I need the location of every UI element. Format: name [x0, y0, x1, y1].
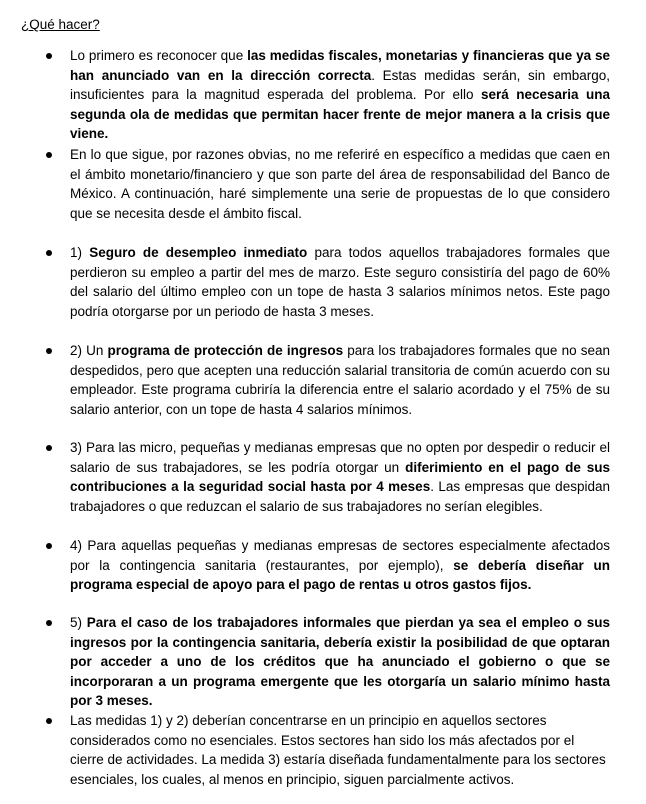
- text-run: . Las empresas que despidan trabajadores o que reduzcan el salario de sus trabajadores no serían elegibles.: [70, 479, 610, 514]
- text-run: para todos aquellos trabajadores formales que perdieron su empleo a partir del mes de marzo. Este seguro consistiría del pago de 60% del salario del último empleo con un tope de hasta 3 salarios mínimos netos. Este pago podría otorgarse por un periodo de hasta 3 meses.: [70, 245, 610, 319]
- bullet-icon: [46, 445, 52, 451]
- bold-text-run: las medidas fiscales, monetarias y financieras que ya se han anunciado van en la dirección correcta: [70, 48, 611, 83]
- bullet-icon: [46, 543, 52, 549]
- bullet-text: [70, 46, 610, 144]
- text-run: 2) Un: [70, 343, 108, 358]
- bold-text-run: diferimiento en el pago de sus contribuciones a la seguridad social hasta por 4 meses: [70, 459, 610, 495]
- bullet-text: [70, 613, 610, 711]
- bold-text-run: Para el caso de los trabajadores informales que pierdan ya sea el empleo o sus ingresos por la contingencia sanitaria, debería existir la posibilidad de que optaran por acceder a uno de los créditos que ha anunciado el gobierno o que se incorporaran a un programa emergente que les otorgaría un salario mínimo hasta por 3 meses.: [70, 615, 610, 709]
- text-run: para los trabajadores formales que no sean despedidos, pero que acepten una reducción salarial transitoria de común acuerdo con su empleador. Este programa cubriría la diferencia entre el salario acordado y el 75% de su salario anterior, con un tope de hasta 4 salarios mínimos.: [70, 343, 610, 417]
- bold-text-run: Seguro de desempleo inmediato: [89, 245, 308, 260]
- bullet-text: [70, 438, 610, 516]
- section-heading: ¿Qué hacer?: [21, 17, 100, 32]
- text-run: 1): [70, 245, 90, 260]
- bold-text-run: se debería diseñar un programa especial de apoyo para el pago de rentas u otros gastos fijos.: [70, 557, 610, 593]
- text-run: 5): [70, 615, 87, 630]
- text-run: Las medidas 1) y 2) deberían concentrarse en un principio en aquellos sectores considerados como no esenciales. Estos sectores han sido los más afectados por el cierre de actividades. La medida 3) estaría diseñada fundamentalmente para los sectores esenciales, los cuales, al menos en principio, siguen parcialmente activos.: [70, 713, 606, 787]
- text-run: Lo primero es reconocer que: [70, 48, 248, 63]
- bullet-icon: [46, 53, 52, 59]
- bullet-text: [70, 536, 610, 595]
- bullet-text: [70, 145, 610, 223]
- bullet-icon: [46, 718, 52, 724]
- bullet-icon: [46, 250, 52, 256]
- bullet-icon: [46, 152, 52, 158]
- bold-text-run: programa de protección de ingresos: [107, 343, 344, 358]
- text-run: . Estas medidas serán, sin embargo, insuficientes para la magnitud esperada del problema. Por ello: [70, 67, 611, 103]
- bullet-text: [70, 243, 610, 321]
- bold-text-run: será necesaria una segunda ola de medidas que permitan hacer frente de mejor manera a la crisis que viene.: [70, 87, 610, 142]
- text-run: En lo que sigue, por razones obvias, no me referiré en específico a medidas que caen en el ámbito monetario/financiero y que son parte del área de responsabilidad del Banco de México. A continuación, haré simplemente una serie de propuestas de lo que considero que se necesita desde el ámbito fiscal.: [70, 147, 610, 221]
- bullet-icon: [46, 348, 52, 354]
- bullet-text: [70, 711, 610, 789]
- bullet-icon: [46, 620, 52, 626]
- text-run: 3) Para las micro, pequeñas y medianas empresas que no opten por despedir o reducir el salario de sus trabajadores, se les podría otorgar un: [70, 440, 610, 475]
- bullet-text: [70, 341, 610, 419]
- text-run: 4) Para aquellas pequeñas y medianas empresas de sectores especialmente afectados por la contingencia sanitaria (restaurantes, por ejemplo),: [70, 538, 610, 573]
